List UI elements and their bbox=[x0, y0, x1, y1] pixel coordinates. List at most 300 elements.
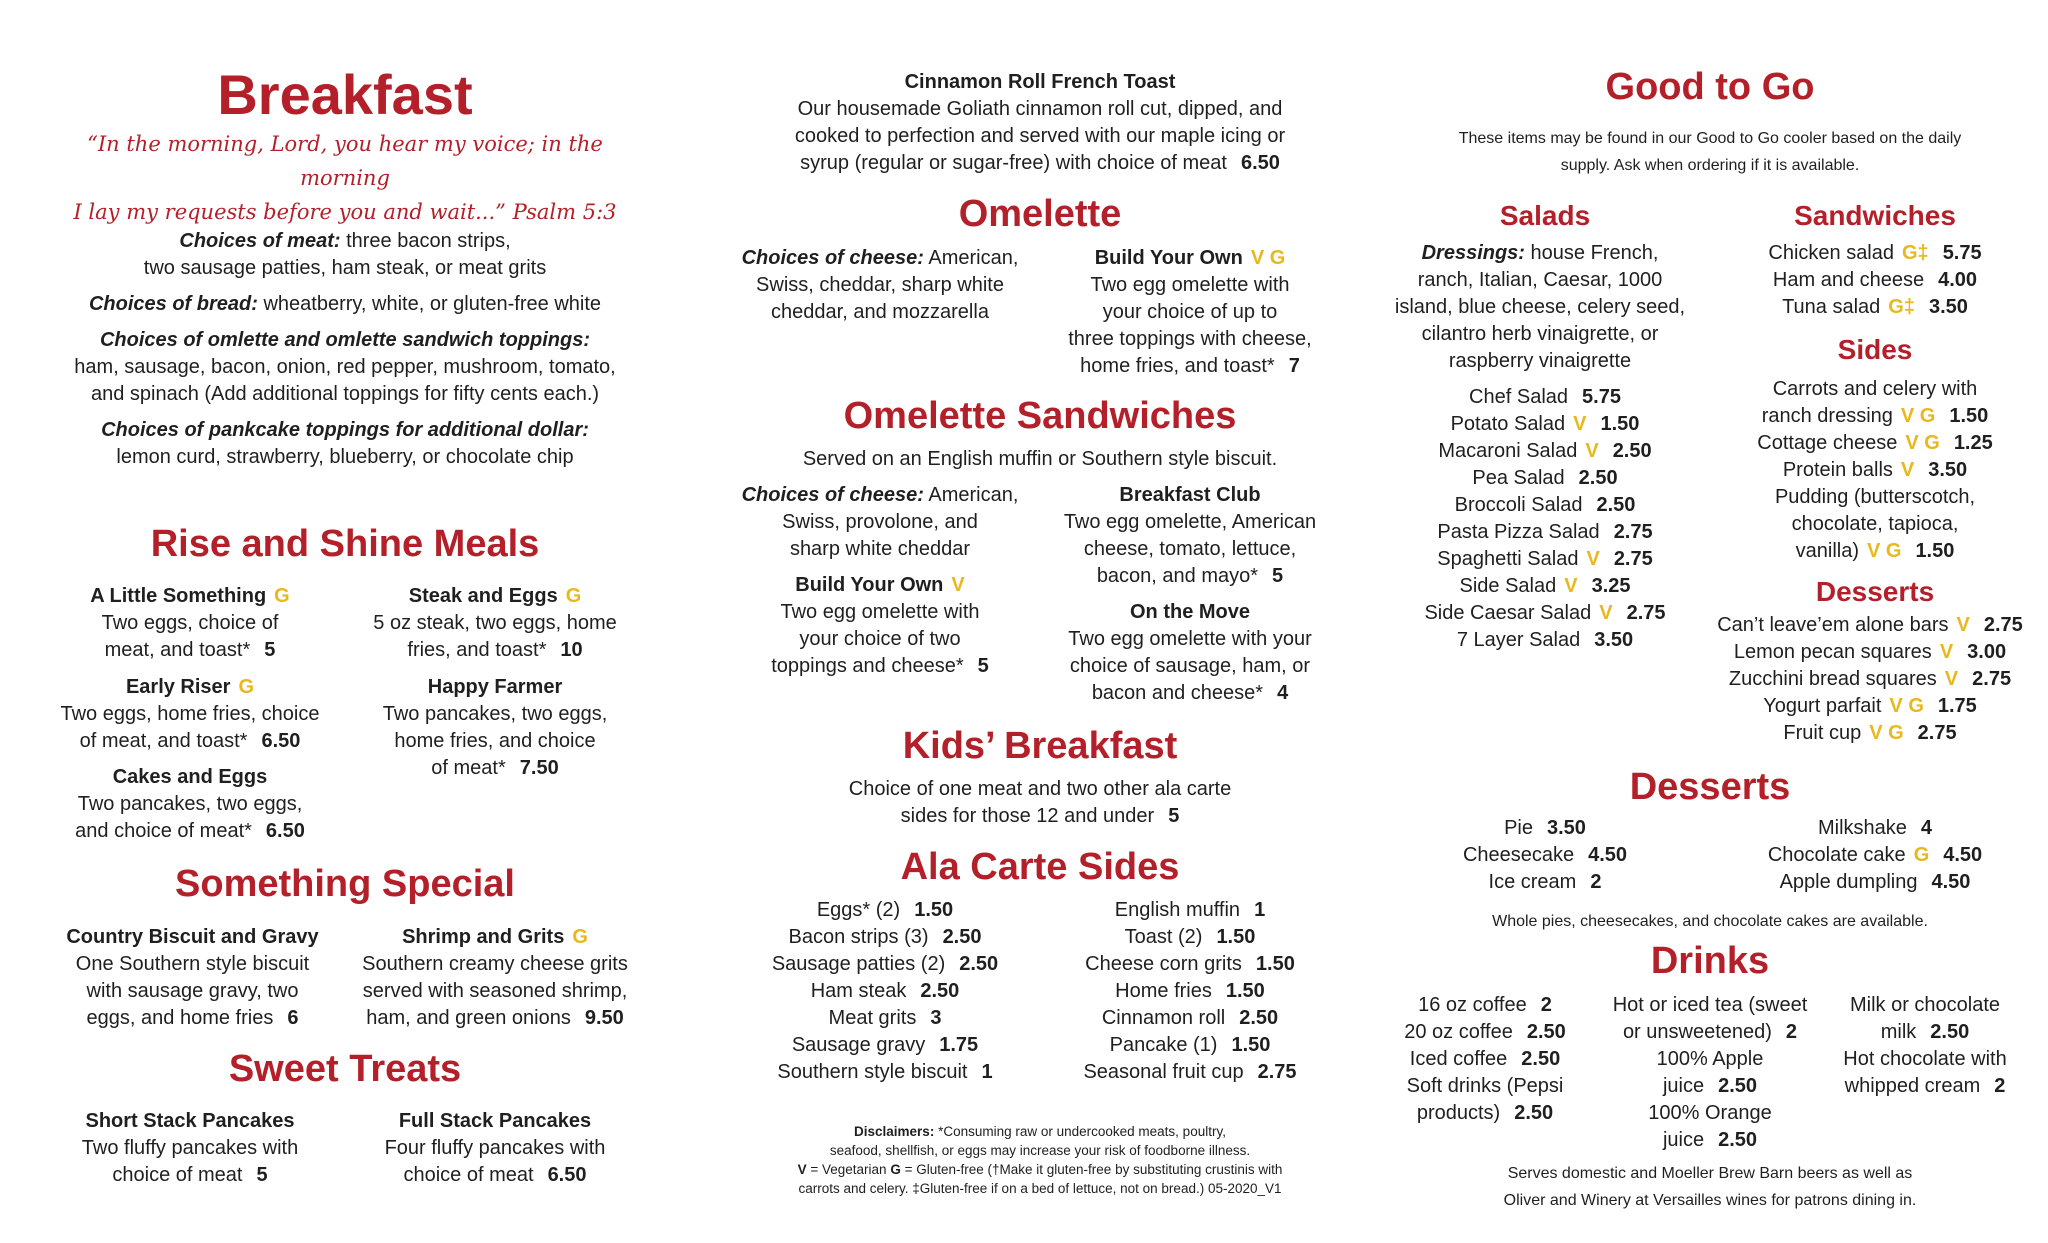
disclaimer-text: carrots and celery. ‡Gluten-free if on a bed of lettuce, not on bread.) 05-2020_V1 bbox=[798, 1181, 1282, 1196]
cheese-text: American, bbox=[923, 484, 1019, 506]
v-key: V bbox=[797, 1162, 807, 1177]
item-price: 1.50 bbox=[1225, 980, 1265, 1002]
item-price: 3.25 bbox=[1591, 575, 1631, 597]
item-desc: One Southern style biscuit bbox=[75, 953, 310, 975]
menu-item bbox=[1035, 599, 1345, 707]
item-name: Early Riser bbox=[125, 676, 231, 698]
item-name: Chocolate cake bbox=[1767, 844, 1906, 866]
item-tag: G‡ bbox=[1902, 242, 1929, 264]
item-desc: three toppings with cheese, bbox=[1068, 328, 1312, 350]
item-price: 1 bbox=[1254, 899, 1266, 921]
item-desc: meat, and toast* bbox=[104, 639, 251, 661]
item-price: 2 bbox=[1785, 1021, 1798, 1043]
list-item bbox=[1390, 519, 1700, 546]
item-tag: G bbox=[238, 676, 255, 698]
goodtogo-text: supply. Ask when ordering if it is available. bbox=[1560, 157, 1860, 174]
rise-title: Rise and Shine Meals bbox=[150, 523, 540, 565]
item-desc: Two pancakes, two eggs, bbox=[382, 703, 608, 725]
menu-item bbox=[40, 674, 340, 755]
item-desc: toppings and cheese* bbox=[771, 655, 964, 677]
item-price: 1.75 bbox=[939, 1034, 979, 1056]
item-name: Short Stack Pancakes bbox=[85, 1110, 295, 1132]
dressings-text: cilantro herb vinaigrette, or bbox=[1421, 323, 1659, 345]
item-tag: V bbox=[1573, 413, 1587, 435]
item-price: 5.75 bbox=[1942, 242, 1982, 264]
item-price: 3.50 bbox=[1928, 459, 1968, 481]
item-name: Build Your Own bbox=[1094, 247, 1243, 269]
item-price: 2 bbox=[1540, 994, 1552, 1016]
list-item bbox=[1390, 869, 1700, 896]
item-name: Cheesecake bbox=[1462, 844, 1575, 866]
item-price: 7.50 bbox=[519, 757, 559, 779]
item-price: 1.50 bbox=[1915, 540, 1955, 562]
item-price: 3.50 bbox=[1546, 817, 1586, 839]
item-tag: V bbox=[1939, 641, 1954, 663]
drinks-footer-text: Serves domestic and Moeller Brew Barn beers as well as bbox=[1507, 1165, 1913, 1182]
menu-item bbox=[1035, 245, 1345, 380]
toppings-label: Choices of omlette and omlette sandwich toppings: bbox=[99, 329, 591, 351]
list-item bbox=[1390, 492, 1700, 519]
cheese-text: sharp white cheddar bbox=[789, 538, 971, 560]
item-desc: served with seasoned shrimp, bbox=[362, 980, 628, 1002]
list-item bbox=[1390, 600, 1700, 627]
salads-list bbox=[1390, 384, 1700, 654]
menu-item bbox=[40, 764, 340, 845]
item-price: 4.00 bbox=[1938, 269, 1978, 291]
menu-item bbox=[40, 583, 340, 664]
list-item bbox=[1390, 384, 1700, 411]
dressings-label: Dressings: bbox=[1421, 242, 1525, 264]
item-desc: bacon and cheese* bbox=[1091, 682, 1264, 704]
item-price: 1 bbox=[981, 1061, 993, 1083]
disclaimer-text: seafood, shellfish, or eggs may increase your risk of foodborne illness. bbox=[829, 1143, 1251, 1158]
item-name: Pudding (butterscotch, bbox=[1774, 486, 1976, 508]
list-item bbox=[1720, 815, 2030, 842]
item-name: Macaroni Salad bbox=[1438, 440, 1578, 462]
item-tag: G‡ bbox=[1888, 296, 1915, 318]
quote-line-1: “In the morning, Lord, you hear my voice; in the morning bbox=[87, 132, 603, 190]
item-desc: 5 oz steak, two eggs, home bbox=[373, 612, 617, 634]
item-price: 5 bbox=[256, 1164, 268, 1186]
item-name: Can’t leave’em alone bars bbox=[1717, 614, 1949, 636]
list-item bbox=[1700, 693, 2040, 720]
item-tag: V bbox=[1599, 602, 1613, 624]
list-item bbox=[1720, 240, 2030, 267]
item-price: 1.50 bbox=[1255, 953, 1295, 975]
list-item bbox=[1390, 815, 1700, 842]
item-desc: of meat, and toast* bbox=[79, 730, 248, 752]
item-price: 2.50 bbox=[1578, 467, 1618, 489]
item-price: 3.50 bbox=[1594, 629, 1634, 651]
item-name: 7 Layer Salad bbox=[1456, 629, 1581, 651]
item-price: 5 bbox=[1272, 565, 1284, 587]
item-tag: V G bbox=[1250, 247, 1286, 269]
item-name: Zucchini bread squares bbox=[1728, 668, 1937, 690]
list-item bbox=[1720, 869, 2030, 896]
desserts-left bbox=[1390, 815, 1700, 896]
item-tag: V G bbox=[1866, 540, 1902, 562]
list-item bbox=[1035, 1032, 1345, 1059]
omsand-subtitle: Served on an English muffin or Southern style biscuit. bbox=[802, 448, 1278, 470]
item-price: 1.50 bbox=[1949, 405, 1989, 427]
list-item bbox=[1700, 666, 2040, 693]
item-price: 6.50 bbox=[547, 1164, 587, 1186]
item-name: Hot or iced tea (sweet bbox=[1612, 994, 1808, 1016]
item-name: whipped cream bbox=[1844, 1075, 1981, 1097]
item-tag: V G bbox=[1900, 405, 1936, 427]
item-price: 2.50 bbox=[1526, 1021, 1566, 1043]
item-name: Hot chocolate with bbox=[1843, 1048, 2007, 1070]
item-price: 2.75 bbox=[1613, 548, 1653, 570]
item-name: or unsweetened) bbox=[1622, 1021, 1772, 1043]
item-name: juice bbox=[1662, 1129, 1705, 1151]
item-name: Steak and Eggs bbox=[408, 585, 558, 607]
drinks-col-2 bbox=[1595, 992, 1825, 1154]
sandwiches-list bbox=[1720, 240, 2030, 321]
item-name: Cinnamon Roll French Toast bbox=[904, 71, 1176, 93]
item-price: 10 bbox=[560, 639, 583, 661]
item-price: 4 bbox=[1277, 682, 1289, 704]
menu-item bbox=[1035, 482, 1345, 590]
item-desc: fries, and toast* bbox=[407, 639, 547, 661]
item-name: Broccoli Salad bbox=[1454, 494, 1583, 516]
list-item bbox=[735, 978, 1035, 1005]
cheese-label: Choices of cheese: bbox=[741, 484, 924, 506]
item-desc: Southern creamy cheese grits bbox=[362, 953, 628, 975]
dressings bbox=[1380, 240, 1700, 375]
item-name: Apple dumpling bbox=[1779, 871, 1918, 893]
list-item bbox=[1700, 612, 2040, 639]
cheese-label: Choices of cheese: bbox=[741, 247, 924, 269]
omsand-title: Omelette Sandwiches bbox=[843, 395, 1237, 437]
bread-choices bbox=[40, 291, 650, 318]
item-price: 3.00 bbox=[1967, 641, 2007, 663]
cheese-text: Swiss, cheddar, sharp white bbox=[756, 274, 1004, 296]
item-name: Toast (2) bbox=[1124, 926, 1203, 948]
item-name: 100% Apple bbox=[1656, 1048, 1764, 1070]
item-price: 2.50 bbox=[1930, 1021, 1970, 1043]
item-name: ranch dressing bbox=[1761, 405, 1893, 427]
item-price: 2.50 bbox=[1521, 1048, 1561, 1070]
item-name: Pasta Pizza Salad bbox=[1437, 521, 1600, 543]
item-price: 3 bbox=[930, 1007, 942, 1029]
sandwiches-title: Sandwiches bbox=[1794, 200, 1956, 231]
item-tag: G bbox=[1913, 844, 1930, 866]
item-name: Bacon strips (3) bbox=[788, 926, 929, 948]
item-name: Sausage gravy bbox=[791, 1034, 926, 1056]
item-desc: Our housemade Goliath cinnamon roll cut, dipped, and bbox=[797, 98, 1283, 120]
salads-title: Salads bbox=[1499, 200, 1591, 231]
item-price: 2.50 bbox=[1596, 494, 1636, 516]
item-price: 1.75 bbox=[1937, 695, 1977, 717]
list-item bbox=[1700, 720, 2040, 747]
item-name: Fruit cup bbox=[1783, 722, 1862, 744]
item-name: 20 oz coffee bbox=[1404, 1021, 1513, 1043]
item-desc: bacon, and mayo* bbox=[1096, 565, 1259, 587]
cheese-text: cheddar, and mozzarella bbox=[771, 301, 989, 323]
item-name: Country Biscuit and Gravy bbox=[66, 926, 319, 948]
item-name: Iced coffee bbox=[1409, 1048, 1508, 1070]
item-price: 2.75 bbox=[1983, 614, 2023, 636]
item-price: 4 bbox=[1920, 817, 1933, 839]
list-item bbox=[1035, 1005, 1345, 1032]
breakfast-title: Breakfast bbox=[217, 63, 473, 126]
toppings-text-1: ham, sausage, bacon, onion, red pepper, mushroom, tomato, bbox=[74, 356, 616, 378]
item-name: Chicken salad bbox=[1768, 242, 1894, 264]
bread-text: wheatberry, white, or gluten-free white bbox=[257, 293, 602, 315]
pankcake-text: lemon curd, strawberry, blueberry, or chocolate chip bbox=[116, 446, 574, 468]
item-price: 2.50 bbox=[1612, 440, 1652, 462]
item-price: 6.50 bbox=[1240, 152, 1280, 174]
item-price: 1.50 bbox=[1231, 1034, 1271, 1056]
drinks-col-3 bbox=[1820, 992, 2030, 1100]
item-name: On the Move bbox=[1129, 601, 1250, 623]
menu-item bbox=[340, 924, 650, 1032]
list-item bbox=[1390, 438, 1700, 465]
item-desc: sides for those 12 and under bbox=[900, 805, 1155, 827]
item-desc: cheese, tomato, lettuce, bbox=[1083, 538, 1297, 560]
item-name: Cakes and Eggs bbox=[112, 766, 268, 788]
item-tag: G bbox=[565, 585, 582, 607]
gtg-desserts-title: Desserts bbox=[1815, 576, 1935, 607]
item-name: Sausage patties (2) bbox=[771, 953, 946, 975]
item-price: 2.50 bbox=[1514, 1102, 1554, 1124]
list-item bbox=[1035, 1059, 1345, 1086]
item-price: 6 bbox=[287, 1007, 299, 1029]
disclaimer-label: Disclaimers: bbox=[854, 1124, 935, 1139]
goodtogo-desc bbox=[1390, 125, 2030, 179]
item-name: Carrots and celery with bbox=[1772, 378, 1978, 400]
desserts-note: Whole pies, cheesecakes, and chocolate cakes are available. bbox=[1492, 913, 1928, 930]
item-name: Cheese corn grits bbox=[1085, 953, 1242, 975]
sides-title: Sides bbox=[1837, 334, 1913, 365]
item-desc: syrup (regular or sugar-free) with choice of meat bbox=[800, 152, 1227, 174]
item-desc: your choice of up to bbox=[1102, 301, 1278, 323]
item-name: Ice cream bbox=[1488, 871, 1577, 893]
item-desc: Two egg omelette with your bbox=[1068, 628, 1312, 650]
item-desc: Choice of one meat and two other ala carte bbox=[848, 778, 1232, 800]
item-price: 4.50 bbox=[1588, 844, 1628, 866]
list-item bbox=[1390, 573, 1700, 600]
list-item bbox=[1720, 842, 2030, 869]
list-item bbox=[1390, 465, 1700, 492]
desserts-right bbox=[1720, 815, 2030, 896]
item-name: products) bbox=[1416, 1102, 1501, 1124]
item-name: Protein balls bbox=[1782, 459, 1893, 481]
item-name: Milk or chocolate bbox=[1849, 994, 2001, 1016]
menu-item bbox=[735, 572, 1025, 680]
list-item bbox=[1700, 639, 2040, 666]
item-name: Side Salad bbox=[1459, 575, 1557, 597]
menu-item bbox=[40, 924, 345, 1032]
item-price: 4.50 bbox=[1943, 844, 1983, 866]
item-desc: choice of sausage, ham, or bbox=[1069, 655, 1311, 677]
kids-desc bbox=[735, 776, 1345, 830]
item-desc: Two eggs, home fries, choice bbox=[60, 703, 320, 725]
list-item bbox=[1035, 924, 1345, 951]
drinks-title: Drinks bbox=[1650, 940, 1770, 982]
g-key: G bbox=[890, 1162, 901, 1177]
item-price: 5.75 bbox=[1582, 386, 1621, 408]
omelette-cheese bbox=[735, 245, 1025, 326]
item-desc: of meat* bbox=[431, 757, 506, 779]
item-tag: V G bbox=[1889, 695, 1924, 717]
meat-label: Choices of meat: bbox=[179, 230, 341, 252]
dressings-text: ranch, Italian, Caesar, 1000 bbox=[1417, 269, 1663, 291]
item-price: 2 bbox=[1994, 1075, 2006, 1097]
drinks-footer-text: Oliver and Winery at Versailles wines for patrons dining in. bbox=[1503, 1192, 1917, 1209]
item-tag: V G bbox=[1869, 722, 1904, 744]
item-name: Build Your Own bbox=[795, 574, 944, 596]
list-item bbox=[735, 951, 1035, 978]
cheese-text: Swiss, provolone, and bbox=[782, 511, 978, 533]
item-desc: eggs, and home fries bbox=[86, 1007, 274, 1029]
quote-line-2: I lay my requests before you and wait...” Psalm 5:3 bbox=[73, 200, 617, 224]
item-price: 2.75 bbox=[1257, 1061, 1297, 1083]
item-name: Cottage cheese bbox=[1757, 432, 1898, 454]
item-name: Breakfast Club bbox=[1119, 484, 1261, 506]
item-name: juice bbox=[1662, 1075, 1705, 1097]
list-item bbox=[1390, 627, 1700, 654]
list-item bbox=[1380, 992, 1590, 1019]
item-desc: Two egg omelette, American bbox=[1063, 511, 1317, 533]
item-price: 2.50 bbox=[1718, 1075, 1758, 1097]
goodtogo-text: These items may be found in our Good to Go cooler based on the daily bbox=[1458, 130, 1962, 147]
item-name: Ham and cheese bbox=[1772, 269, 1925, 291]
item-price: 6.50 bbox=[261, 730, 301, 752]
item-price: 2.50 bbox=[942, 926, 982, 948]
item-desc: home fries, and toast* bbox=[1080, 355, 1275, 377]
item-tag: V bbox=[1564, 575, 1578, 597]
list-item bbox=[735, 1032, 1035, 1059]
toppings-choices bbox=[40, 327, 650, 408]
list-item bbox=[1720, 294, 2030, 321]
item-name: chocolate, tapioca, bbox=[1791, 513, 1959, 535]
item-tag: V bbox=[1944, 668, 1959, 690]
list-item bbox=[1720, 267, 2030, 294]
item-name: Shrimp and Grits bbox=[402, 926, 565, 948]
item-desc: choice of meat bbox=[112, 1164, 243, 1186]
item-desc: Two eggs, choice of bbox=[101, 612, 279, 634]
item-name: Pea Salad bbox=[1472, 467, 1565, 489]
item-name: Seasonal fruit cup bbox=[1083, 1061, 1244, 1083]
item-name: vanilla) bbox=[1795, 540, 1859, 562]
item-price: 2.50 bbox=[920, 980, 960, 1002]
item-desc: and choice of meat* bbox=[75, 820, 252, 842]
disclaimer-text: = Gluten-free (†Make it gluten-free by substituting crustinis with bbox=[900, 1162, 1283, 1177]
item-desc: ham, and green onions bbox=[366, 1007, 571, 1029]
item-tag: V bbox=[1900, 459, 1915, 481]
pankcake-label: Choices of pankcake toppings for additional dollar: bbox=[101, 419, 589, 441]
item-name: 16 oz coffee bbox=[1418, 994, 1527, 1016]
item-price: 2.75 bbox=[1972, 668, 2012, 690]
item-tag: V bbox=[1585, 440, 1599, 462]
sides-list bbox=[1720, 376, 2030, 565]
bread-label: Choices of bread: bbox=[88, 293, 258, 315]
item-name: Side Caesar Salad bbox=[1424, 602, 1592, 624]
item-name: Meat grits bbox=[828, 1007, 917, 1029]
list-item bbox=[1390, 411, 1700, 438]
item-price: 2.50 bbox=[1718, 1129, 1758, 1151]
item-price: 1.50 bbox=[1216, 926, 1256, 948]
item-desc: Two egg omelette with bbox=[780, 601, 980, 623]
item-name: English muffin bbox=[1114, 899, 1241, 921]
item-price: 2.50 bbox=[1239, 1007, 1279, 1029]
item-name: Happy Farmer bbox=[427, 676, 563, 698]
list-item bbox=[1380, 1046, 1590, 1073]
item-tag: V G bbox=[1905, 432, 1940, 454]
list-item bbox=[1035, 951, 1345, 978]
kids-title: Kids’ Breakfast bbox=[902, 725, 1178, 767]
pankcake-choices bbox=[40, 417, 650, 471]
item-name: A Little Something bbox=[90, 585, 267, 607]
item-name: Southern style biscuit bbox=[777, 1061, 968, 1083]
goodtogo-title: Good to Go bbox=[1605, 66, 1815, 108]
alacarte-title: Ala Carte Sides bbox=[900, 846, 1180, 888]
omsand-cheese bbox=[735, 482, 1025, 563]
alacarte-left bbox=[735, 897, 1035, 1086]
item-desc: home fries, and choice bbox=[394, 730, 596, 752]
dressings-text: house French, bbox=[1524, 242, 1659, 264]
item-name: Spaghetti Salad bbox=[1437, 548, 1579, 570]
item-tag: V bbox=[1586, 548, 1600, 570]
menu-item bbox=[40, 1108, 340, 1189]
omelette-title: Omelette bbox=[958, 193, 1122, 235]
item-price: 3.50 bbox=[1928, 296, 1968, 318]
list-item bbox=[735, 897, 1035, 924]
dressings-text: raspberry vinaigrette bbox=[1448, 350, 1632, 372]
item-price: 1.50 bbox=[1600, 413, 1640, 435]
list-item bbox=[1390, 842, 1700, 869]
disclaimer bbox=[735, 1122, 1345, 1198]
item-price: 4.50 bbox=[1931, 871, 1971, 893]
sweet-title: Sweet Treats bbox=[228, 1048, 462, 1090]
cinnamon-item bbox=[735, 69, 1345, 177]
item-tag: V bbox=[1956, 614, 1970, 636]
list-item bbox=[735, 1059, 1035, 1086]
item-desc: Two egg omelette with bbox=[1090, 274, 1290, 296]
desserts-title: Desserts bbox=[1629, 766, 1791, 808]
drinks-footer bbox=[1390, 1160, 2030, 1214]
item-name: Potato Salad bbox=[1450, 413, 1566, 435]
list-item bbox=[1035, 897, 1345, 924]
meat-text: three bacon strips, bbox=[340, 230, 511, 252]
list-item bbox=[1380, 1019, 1590, 1046]
gtg-desserts-list bbox=[1700, 612, 2040, 747]
item-price: 7 bbox=[1288, 355, 1300, 377]
item-price: 5 bbox=[977, 655, 989, 677]
disclaimer-text: = Vegetarian bbox=[806, 1162, 891, 1177]
item-desc: with sausage gravy, two bbox=[86, 980, 299, 1002]
item-name: Yogurt parfait bbox=[1763, 695, 1882, 717]
item-name: Pie bbox=[1504, 817, 1533, 839]
item-name: Ham steak bbox=[810, 980, 907, 1002]
item-price: 2.75 bbox=[1917, 722, 1957, 744]
item-price: 1.25 bbox=[1953, 432, 1993, 454]
item-name: 100% Orange bbox=[1648, 1102, 1772, 1124]
drinks-col-1 bbox=[1380, 992, 1590, 1127]
item-price: 2.75 bbox=[1626, 602, 1666, 624]
item-desc: your choice of two bbox=[799, 628, 961, 650]
item-name: Soft drinks (Pepsi bbox=[1406, 1075, 1564, 1097]
item-desc: Two pancakes, two eggs, bbox=[77, 793, 303, 815]
item-name: Milkshake bbox=[1817, 817, 1907, 839]
item-tag: V bbox=[951, 574, 965, 596]
item-price: 1.50 bbox=[914, 899, 954, 921]
item-price: 6.50 bbox=[265, 820, 305, 842]
item-tag: G bbox=[572, 926, 588, 948]
meat-text-2: two sausage patties, ham steak, or meat grits bbox=[143, 257, 547, 279]
